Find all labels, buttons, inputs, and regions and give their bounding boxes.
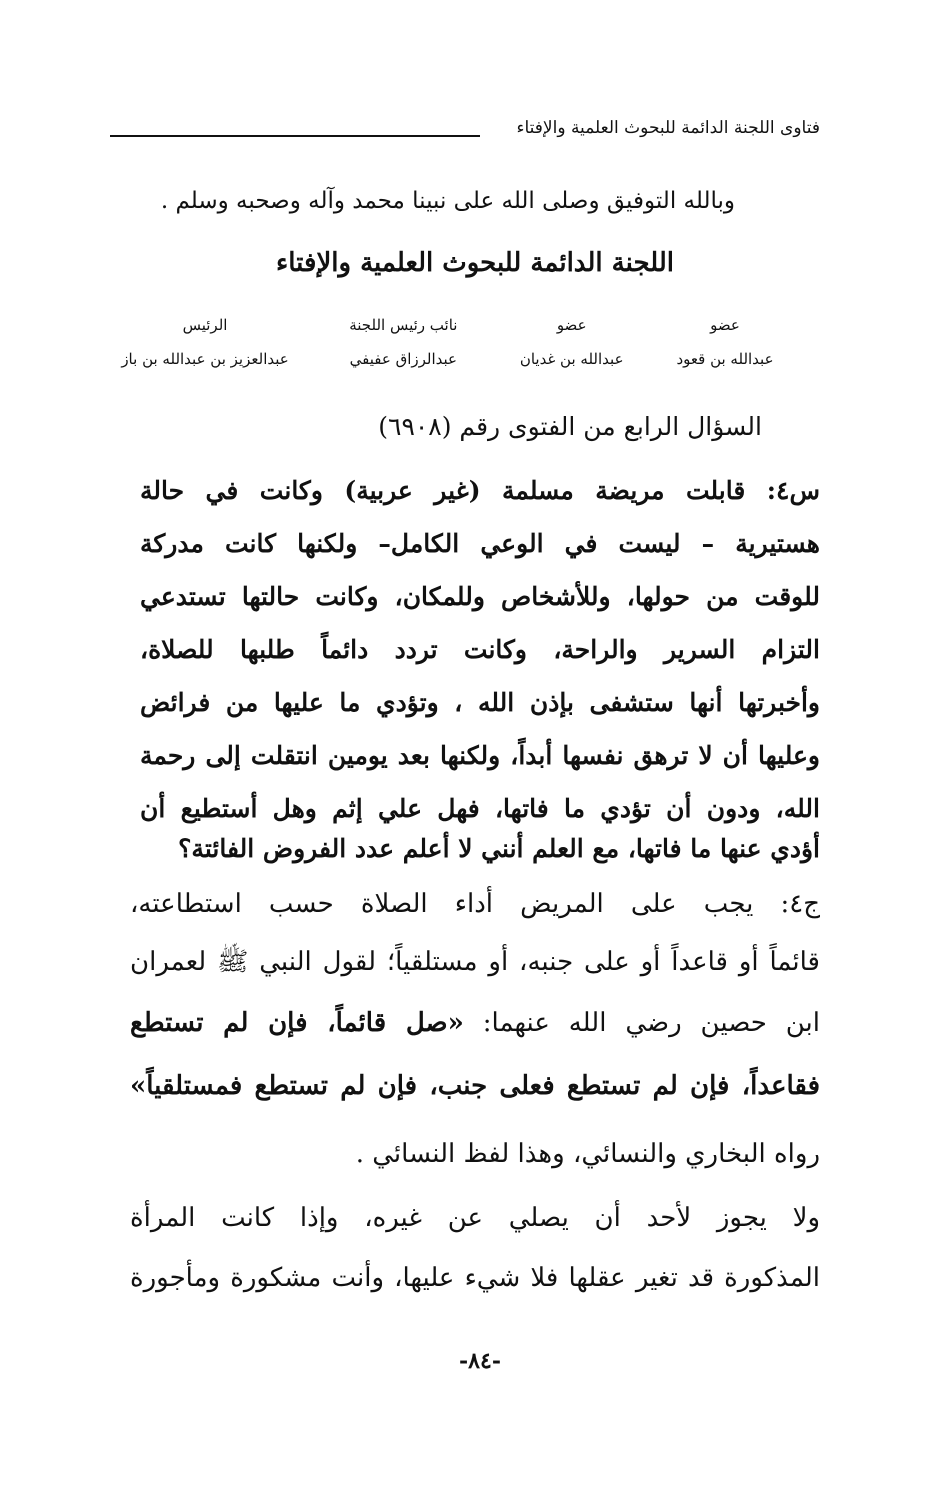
signatory-role: عضو [710,316,740,334]
signatory-name: عبدالرزاق عفيفي [349,350,458,368]
answer-line-prefix: ابن حصين رضي الله عنهما: [463,1008,820,1038]
question-line: الله، ودون أن تؤدي ما فاتها، فهل علي إثم وهل أستطيع أن [140,794,820,823]
question-line: وأخبرتها أنها ستشفى بإذن الله ، وتؤدي ما عليها من فرائض [140,688,820,717]
question-line: للوقت من حولها، وللأشخاص وللمكان، وكانت حالتها تستدعي [140,582,820,611]
question-line: أؤدي عنها ما فاتها، مع العلم أنني لا أعلم عدد الفروض الفائتة؟ [178,834,820,863]
question-line: وعليها أن لا ترهق نفسها أبداً، ولكنها بعد يومين انتقلت إلى رحمة [140,741,820,770]
signatory-name: عبدالله بن غديان [519,350,624,368]
answer-line: ولا يجوز لأحد أن يصلي عن غيره، وإذا كانت المرأة [130,1203,820,1233]
signatory-role: عضو [556,316,587,334]
question-line: هستيرية – ليست في الوعي الكامل– ولكنها كانت مدركة [140,529,820,558]
committee-name: اللجنة الدائمة للبحوث العلمية والإفتاء [276,248,674,278]
signatory [655,308,795,376]
answer-line-hadith-start [130,995,820,1051]
hadith-quote-continued: فقاعداً، فإن لم تستطع فعلى جنب، فإن لم تستطع فمستلقياً» [130,1071,820,1101]
running-header-title: فتاوى اللجنة الدائمة للبحوث العلمية والإفتاء [516,118,820,138]
signatory [105,308,305,376]
signatory-role: الرئيس [182,316,228,334]
signatories [105,308,795,376]
question-line: التزام السرير والراحة، وكانت تردد دائماً طلبها للصلاة، [140,635,820,664]
header-rule [110,135,480,137]
answer-line: رواه البخاري والنسائي، وهذا لفظ النسائي . [355,1139,820,1169]
question-line: س٤: قابلت مريضة مسلمة (غير عربية) وكانت في حالة [140,476,820,505]
answer-line: قائماً أو قاعداً أو على جنبه، أو مستلقياً؛ لقول النبي ﷺ لعمران [130,947,820,977]
hadith-quote: «صل قائماً، فإن لم تستطع [130,1008,464,1038]
signatory-role: نائب رئيس اللجنة [349,316,458,334]
closing-line: وبالله التوفيق وصلى الله على نبينا محمد وآله وصحبه وسلم . [160,188,735,214]
signatory-name: عبدالعزيز بن عبدالله بن باز [121,350,289,368]
answer-line: ج٤: يجب على المريض أداء الصلاة حسب استطاعته، [130,889,820,919]
page-number: -٨٤- [459,1348,501,1374]
signatory-name: عبدالله بن قعود [676,350,774,368]
signatory [502,308,642,376]
question-title: السؤال الرابع من الفتوى رقم (٦٩٠٨) [378,412,762,441]
signatory [318,308,488,376]
answer-line: المذكورة قد تغير عقلها فلا شيء عليها، وأنت مشكورة ومأجورة [130,1263,820,1293]
